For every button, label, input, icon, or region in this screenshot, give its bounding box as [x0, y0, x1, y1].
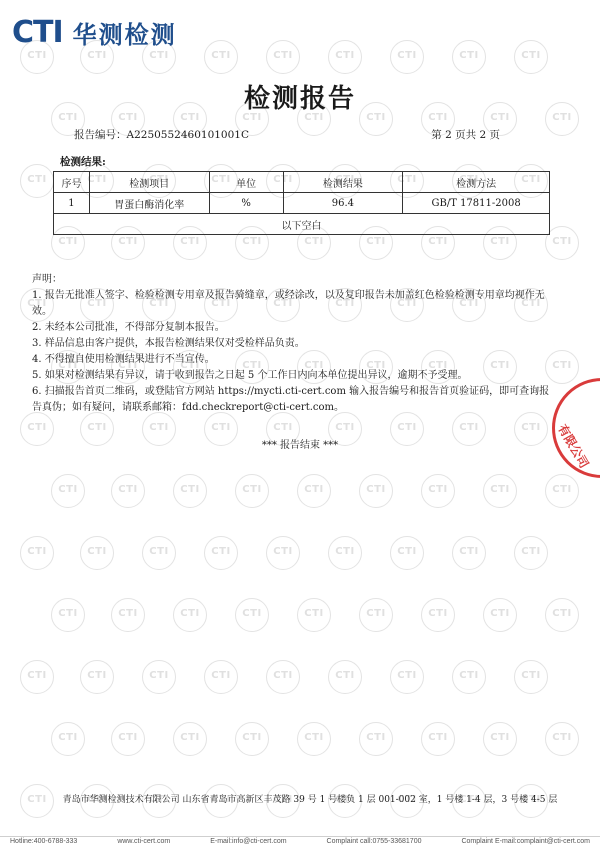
watermark-logo-icon: [111, 722, 145, 756]
cell-result: 96.4: [283, 193, 403, 214]
results-table: [53, 171, 550, 235]
cell-item: 胃蛋白酶消化率: [89, 193, 209, 214]
statement-item: 1. 报告无批准人签字、检验检测专用章及报告骑缝章，或经涂改，以及复印报告未加盖红色检验检测专用章均视作无效。: [32, 290, 545, 317]
watermark-logo-icon: [142, 660, 176, 694]
table-footer-row: [54, 214, 550, 235]
watermark-logo-icon: [20, 536, 54, 570]
statement-item: 2. 未经本公司批准，不得部分复制本报告。: [32, 322, 225, 333]
statement-section: [32, 272, 554, 416]
watermark-logo-icon: [328, 660, 362, 694]
header-seq: 序号: [54, 172, 90, 193]
watermark-logo-icon: [545, 226, 579, 260]
watermark-logo-icon: [111, 598, 145, 632]
watermark-logo-icon: [359, 474, 393, 508]
header-item: 检测项目: [89, 172, 209, 193]
company-seal: [552, 378, 600, 478]
footer-complaint-email[interactable]: Complaint E-mail:complaint@cti-cert.com: [461, 838, 590, 845]
watermark-logo-icon: [359, 722, 393, 756]
report-end-mark: *** 报告结束 ***: [261, 440, 339, 451]
watermark-logo-icon: [20, 660, 54, 694]
logo-en: CTI: [12, 14, 63, 50]
watermark-logo-icon: [483, 598, 517, 632]
page-footer: [0, 836, 600, 848]
cell-seq: 1: [54, 193, 90, 214]
watermark-logo-icon: [421, 474, 455, 508]
table-row: [54, 193, 550, 214]
watermark-logo-icon: [111, 474, 145, 508]
watermark-logo-icon: [359, 598, 393, 632]
watermark-logo-icon: [204, 660, 238, 694]
watermark-logo-icon: [514, 40, 548, 74]
watermark-logo-icon: [421, 598, 455, 632]
watermark-logo-icon: [297, 598, 331, 632]
watermark-logo-icon: [390, 536, 424, 570]
watermark-logo-icon: [483, 474, 517, 508]
footer-complaint-call: Complaint call:0755-33681700: [326, 838, 422, 845]
watermark-logo-icon: [20, 784, 54, 818]
watermark-logo-icon: [452, 660, 486, 694]
blank-below-note: 以下空白: [54, 214, 550, 235]
watermark-logo-icon: [545, 722, 579, 756]
statement-item: 5. 如果对检测结果有异议，请于收到报告之日起 5 个工作日内向本单位提出异议，逾期不予受理。: [32, 370, 468, 381]
watermark-logo-icon: [483, 722, 517, 756]
watermark-logo-icon: [20, 164, 54, 198]
header-unit: 单位: [209, 172, 283, 193]
watermark-logo-icon: [204, 40, 238, 74]
header-result: 检测结果: [283, 172, 403, 193]
watermark-logo-icon: [421, 722, 455, 756]
watermark-logo-icon: [266, 40, 300, 74]
watermark-logo-icon: [51, 722, 85, 756]
watermark-logo-icon: [452, 536, 486, 570]
watermark-logo-icon: [328, 536, 362, 570]
footer-hotline: Hotline:400-6788-333: [10, 838, 78, 845]
watermark-logo-icon: [328, 40, 362, 74]
header-method: 检测方法: [403, 172, 550, 193]
page-info: 第 2 页共 2 页: [431, 129, 500, 141]
watermark-logo-icon: [235, 722, 269, 756]
watermark-logo-icon: [80, 660, 114, 694]
watermark-logo-icon: [545, 598, 579, 632]
watermark-logo-icon: [297, 474, 331, 508]
watermark-logo-icon: [266, 536, 300, 570]
watermark-logo-icon: [390, 660, 424, 694]
watermark-logo-icon: [80, 536, 114, 570]
watermark-logo-icon: [173, 474, 207, 508]
watermark-logo-icon: [235, 598, 269, 632]
company-logo: [12, 14, 177, 50]
watermark-logo-icon: [51, 474, 85, 508]
watermark-logo-icon: [452, 40, 486, 74]
watermark-logo-icon: [514, 536, 548, 570]
watermark-logo-icon: [235, 474, 269, 508]
watermark-logo-icon: [173, 598, 207, 632]
cell-method: GB/T 17811-2008: [403, 193, 550, 214]
statement-item: 4. 不得擅自使用检测结果进行不当宣传。: [32, 354, 215, 365]
report-number: 报告编号：A2250552460101001C: [74, 129, 250, 141]
watermark-logo-icon: [266, 660, 300, 694]
watermark-logo-icon: [204, 536, 238, 570]
watermark-logo-icon: [173, 722, 207, 756]
seal-text: 有限公司: [555, 422, 592, 471]
footer-website[interactable]: www.cti-cert.com: [117, 838, 171, 845]
statement-heading: 声明：: [32, 274, 62, 285]
statement-item: 6. 扫描报告首页二维码，或登陆官方网站 https://mycti.cti-cert.com 输入报告编号和报告首页验证码，即可查询报告真伪；如有疑问，请联系邮箱：fdd.checkreport@cti-cert.com。: [32, 386, 550, 413]
watermark-logo-icon: [142, 536, 176, 570]
watermark-logo-icon: [297, 722, 331, 756]
cell-unit: %: [209, 193, 283, 214]
watermark-logo-icon: [51, 598, 85, 632]
statement-item: 3. 样品信息由客户提供，本报告检测结果仅对受检样品负责。: [32, 338, 305, 349]
table-header-row: [54, 172, 550, 193]
page-title: 检测报告: [243, 84, 356, 114]
logo-cn: 华测检测: [72, 20, 177, 49]
watermark-logo-icon: [545, 474, 579, 508]
watermark-logo-icon: [390, 40, 424, 74]
watermark-logo-icon: [514, 660, 548, 694]
company-address: 青岛市华测检测技术有限公司 山东省青岛市高新区丰茂路 39 号 1 号楼负 1 层 001-002 室，1 号楼 1-4 层，3 号楼 4-5 层: [62, 795, 558, 805]
results-label: 检测结果:: [60, 156, 106, 168]
footer-email[interactable]: E-mail:info@cti-cert.com: [210, 838, 287, 845]
